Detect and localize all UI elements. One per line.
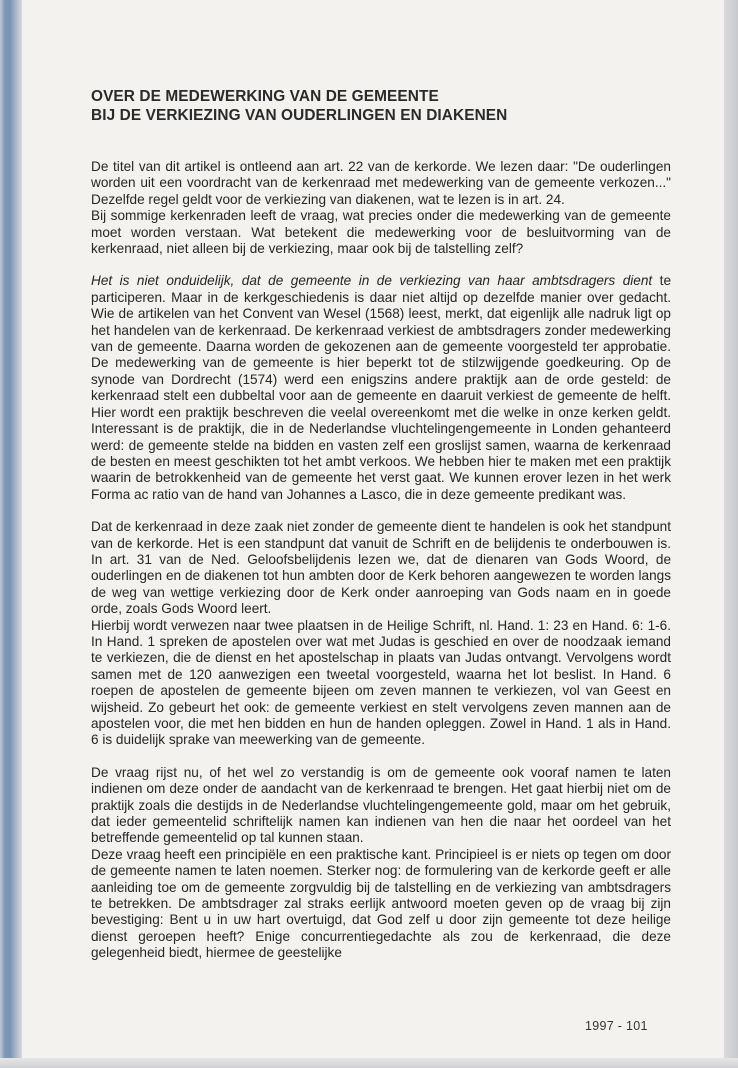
document-page [22, 0, 724, 1058]
paragraph-4: Dat de kerkenraad in deze zaak niet zonder de gemeente dient te handelen is ook het standpunt van de kerkorde. Het is een standpunt dat vanuit de Schrift en de belijdenis te onderbouwen is. In art. 31 van de Ned. Geloofsbelijdenis lezen we, dat de dienaren van Gods Woord, de ouderlingen en de diakenen tot hun ambten door de Kerk behoren aangewezen te worden langs de weg van wettige verkiezing door de Kerk onder aanroeping van Gods naam en in goede orde, zoals Gods Woord leert. [91, 519, 671, 617]
paragraph-3 [91, 273, 671, 503]
page-bottom-edge [0, 1058, 738, 1068]
title-line-2: BIJ DE VERKIEZING VAN OUDERLINGEN EN DIAKENEN [91, 107, 508, 124]
paragraph-6: De vraag rijst nu, of het wel zo verstandig is om de gemeente ook vooraf namen te laten indienen om deze onder de aandacht van de kerkenraad te brengen. Het gaat hierbij niet om de praktijk zoals die destijds in de Nederlandse vluchtelingengemeente gold, maar om het gebruik, dat ieder gemeentelid schriftelijk namen kan indienen van hen die naar het oordeel van het betreffende gemeentelid op tal kunnen staan. [91, 764, 671, 846]
page-right-edge [724, 0, 738, 1068]
article-body [91, 87, 671, 962]
paragraph-5: Hierbij wordt verwezen naar twee plaatsen in de Heilige Schrift, nl. Hand. 1: 23 en Hand. 6: 1-6. In Hand. 1 spreken de apostelen over wat met Judas is geschied en over de noodzaak iemand te verkiezen, die de dienst en het apostelschap in plaats van Judas ontvangt. Vervolgens wordt samen met de 120 aanwezigen een tweetal voorgesteld, waarna het lot beslist. In Hand. 6 roepen de apostelen de gemeente bijeen om zeven mannen te verkiezen, vol van Geest en wijsheid. Zo gebeurt het ook: de gemeente verkiest en stelt vervolgens zeven mannen aan de apostelen voor, die met hen bidden en hun de handen opleggen. Zowel in Hand. 1 als in Hand. 6 is duidelijk sprake van meewerking van de gemeente. [91, 617, 671, 748]
title-line-1: OVER DE MEDEWERKING VAN DE GEMEENTE [91, 88, 439, 105]
paragraph-3-rest: te participeren. Maar in de kerkgeschiedenis is daar niet altijd op dezelfde manier over gedacht. Wie de artikelen van het Convent van Wesel (1568) leest, merkt, dat eigenlijk alle nadruk ligt op het handelen van de kerkenraad. De kerkenraad verkiest de ambtsdragers zonder medewerking van de gemeente. Daarna worden de gekozenen aan de gemeente voorgesteld ter approbatie. De medewerking van de gemeente is hier beperkt tot de stilzwijgende goedkeuring. Op de synode van Dordrecht (1574) werd een enigszins andere praktijk aan de orde gesteld: de kerkenraad stelt een dubbeltal voor aan de gemeente en daaruit verkiest de gemeente de helft. Hier wordt een praktijk beschreven die veelal overeenkomt met die welke in onze kerken geldt. Interessant is de praktijk, die in de Nederlandse vluchtelingengemeente in Londen gehanteerd werd: de gemeente stelde na bidden en vasten zelf een groslijst samen, waarna de kerkenraad de besten en meest geschikten tot het ambt verkoos. We hebben hier te maken met een praktijk waarin de betrokkenheid van de gemeente het verst gaat. We kunnen erover lezen in het werk Forma ac ratio van de hand van Johannes a Lasco, die in deze gemeente predikant was. [91, 273, 671, 502]
paragraph-2: Bij sommige kerkenraden leeft de vraag, wat precies onder die medewerking van de gemeente moet worden verstaan. Wat betekent die medewerking voor de besluitvorming van de kerkenraad, niet alleen bij de verkiezing, maar ook bij de talstelling zelf? [91, 208, 671, 257]
paragraph-7: Deze vraag heeft een principiële en een praktische kant. Principieel is er niets op tegen om door de gemeente namen te laten noemen. Sterker nog: de formulering van de kerkorde geeft er alle aanleiding toe om de gemeente zorgvuldig bij de talstelling en de verkiezing van ambtsdragers te betrekken. De ambtsdrager zal straks eerlijk antwoord moeten geven op de vraag bij zijn bevestiging: Bent u in uw hart overtuigd, dat God zelf u door zijn gemeente tot deze heilige dienst geroepen heeft? Enige concurrentiegedachte als zou de kerkenraad, die deze gelegenheid biedt, hiermee de geestelijke [91, 846, 671, 961]
binding-edge [0, 0, 22, 1068]
paragraph-1: De titel van dit artikel is ontleend aan art. 22 van de kerkorde. We lezen daar: "De ouderlingen worden uit een voordracht van de kerkenraad met medewerking van de gemeente verkozen..." Dezelfde regel geldt voor de verkiezing van diakenen, wat te lezen is in art. 24. [91, 159, 671, 207]
article-title [91, 87, 671, 125]
paragraph-3-italic-lead: Het is niet onduidelijk, dat de gemeente in de verkiezing van haar ambtsdragers dient [91, 273, 653, 289]
page-number: 1997 - 101 [585, 1019, 648, 1033]
